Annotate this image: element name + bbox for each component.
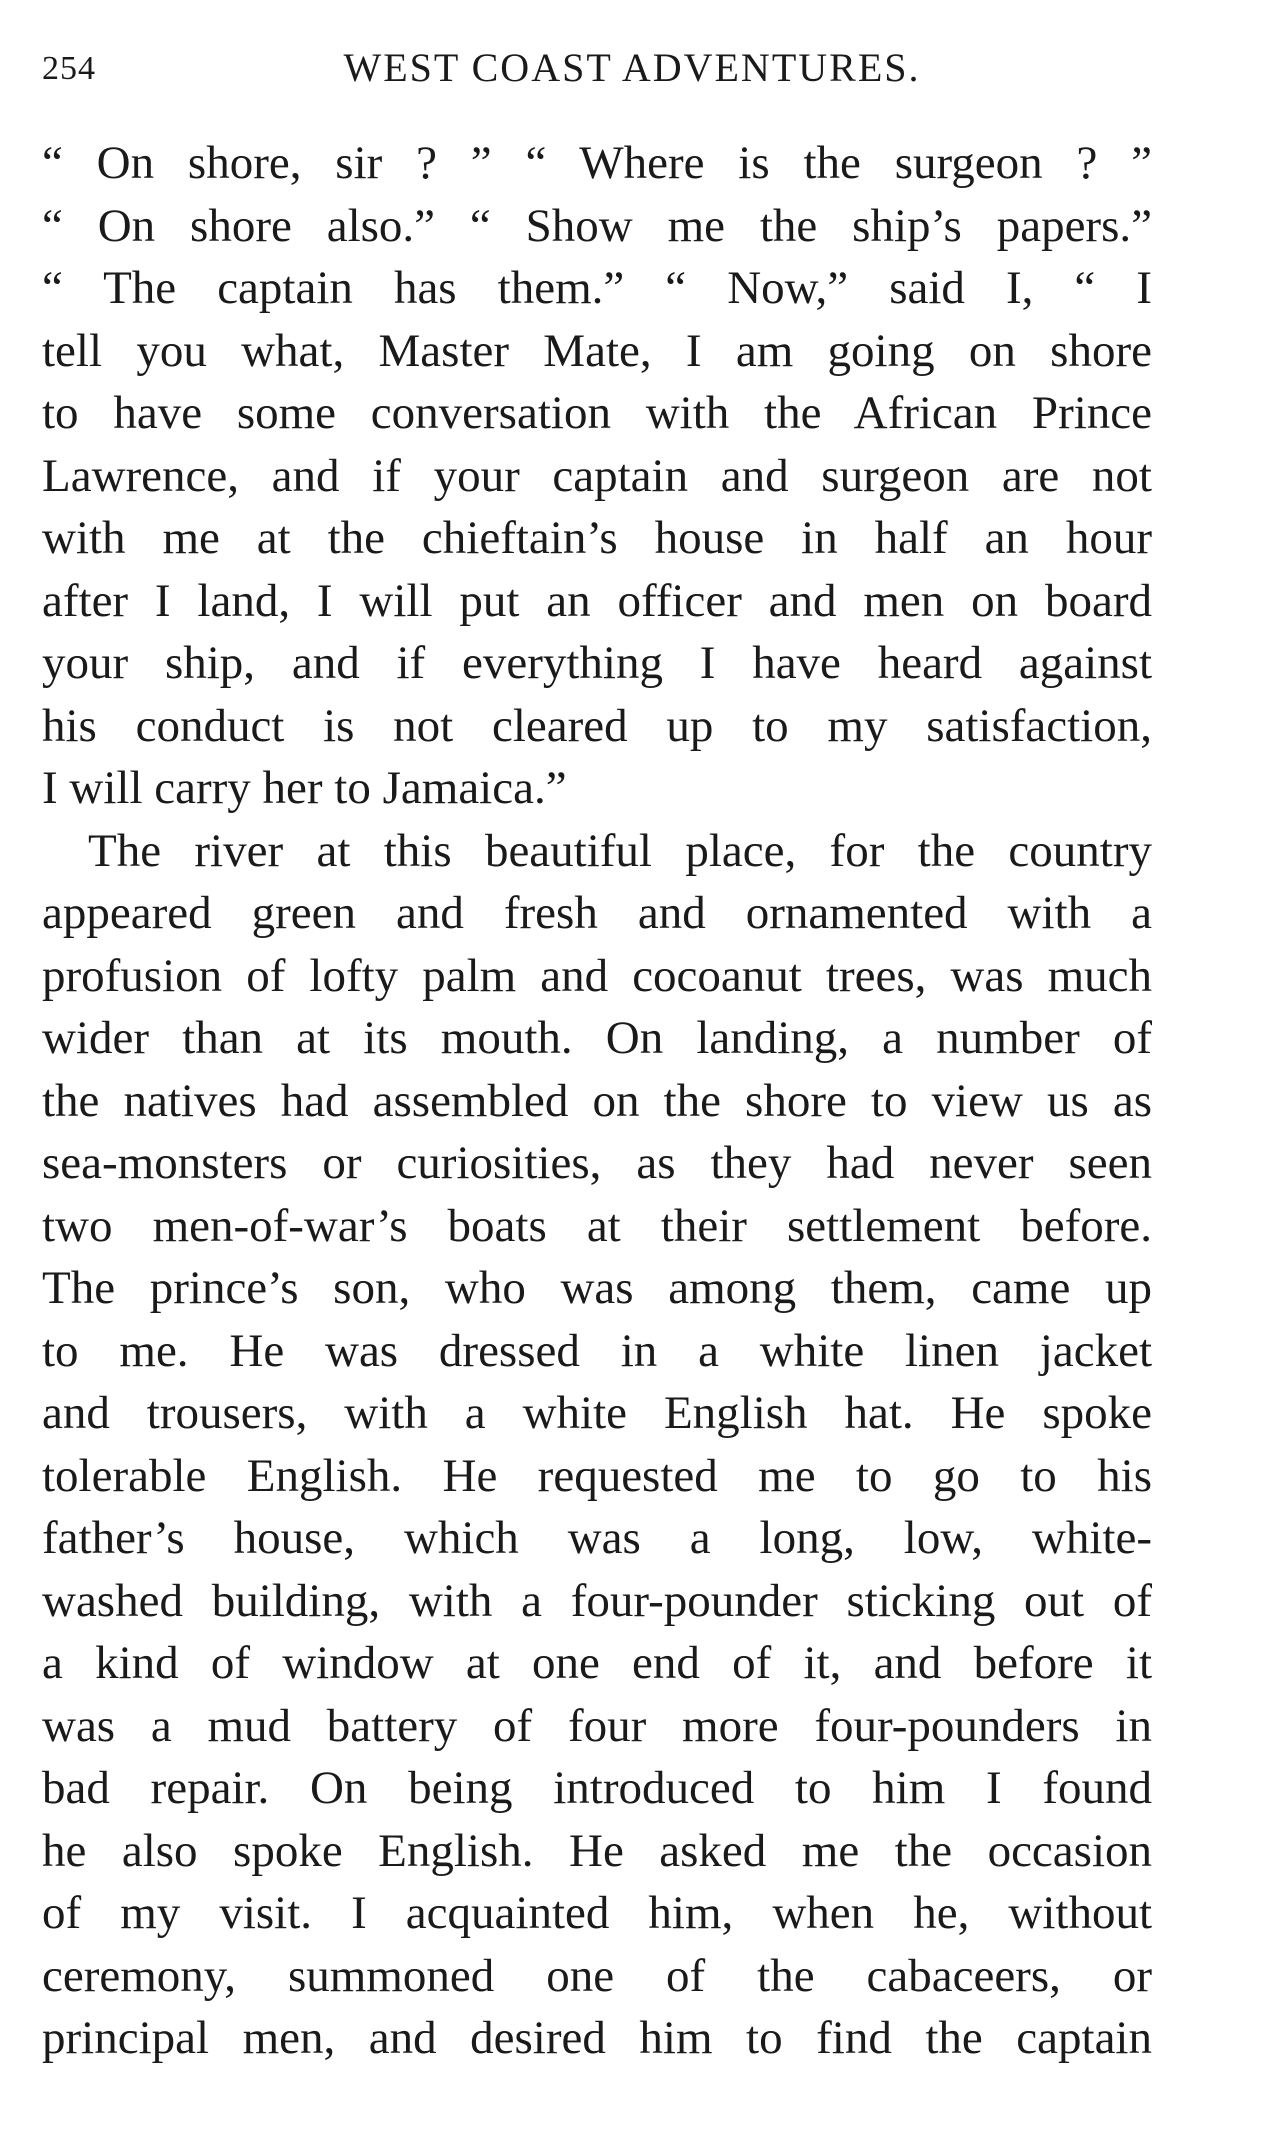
text-line: he also spoke English. He asked me the occasion xyxy=(42,1824,1152,1877)
text-line: tell you what, Master Mate, I am going on shore xyxy=(42,324,1152,377)
paragraph-dialogue xyxy=(42,132,1152,820)
text-line: his conduct is not cleared up to my satisfaction, xyxy=(42,699,1152,752)
text-line: wider than at its mouth. On landing, a number of xyxy=(42,1012,1152,1064)
text-line: and trousers, with a white English hat. He spoke xyxy=(42,1387,1152,1439)
text-line: “ On shore also.” “ Show me the ship’s papers.” xyxy=(42,199,1152,252)
text-line: principal men, and desired him to find the captain xyxy=(42,2012,1152,2064)
running-head xyxy=(42,44,1152,104)
page-number: 254 xyxy=(42,50,96,87)
text-line: appeared green and fresh and ornamented with a xyxy=(42,887,1152,939)
text-line: ceremony, summoned one of the cabaceers, or xyxy=(42,1949,1152,2002)
text-line: tolerable English. He requested me to go to his xyxy=(42,1449,1152,1502)
text-line: was a mud battery of four more four-pounders in xyxy=(42,1699,1152,1752)
paragraph-river xyxy=(42,820,1152,2070)
text-line: washed building, with a four-pounder sticking out of xyxy=(42,1574,1152,1627)
text-line: a kind of window at one end of it, and before it xyxy=(42,1637,1152,1689)
running-title: WEST COAST ADVENTURES. xyxy=(343,45,921,90)
text-line: after I land, I will put an officer and men on board xyxy=(42,574,1152,627)
text-line: Lawrence, and if your captain and surgeon are not xyxy=(42,449,1152,502)
text-line: The river at this beautiful place, for the country xyxy=(88,824,1152,877)
book-page xyxy=(42,0,1152,2132)
text-line: of my visit. I acquainted him, when he, without xyxy=(42,1887,1152,1939)
text-line: sea-monsters or curiosities, as they had never seen xyxy=(42,1137,1152,1189)
text-line: with me at the chieftain’s house in half an hour xyxy=(42,512,1152,564)
text-line: to me. He was dressed in a white linen jacket xyxy=(42,1324,1152,1377)
text-line: “ On shore, sir ? ” “ Where is the surgeon ? ” xyxy=(42,137,1152,189)
text-line: to have some conversation with the African Prince xyxy=(42,387,1152,439)
text-line: bad repair. On being introduced to him I found xyxy=(42,1762,1152,1814)
text-line: the natives had assembled on the shore to view us as xyxy=(42,1074,1152,1127)
body-text xyxy=(42,132,1152,2070)
text-line: I will carry her to Jamaica.” xyxy=(42,762,567,814)
text-line: father’s house, which was a long, low, white- xyxy=(42,1512,1152,1564)
text-line: your ship, and if everything I have heard against xyxy=(42,637,1152,689)
text-line: The prince’s son, who was among them, came up xyxy=(42,1262,1152,1314)
text-line: “ The captain has them.” “ Now,” said I, “ I xyxy=(42,262,1152,314)
text-line: profusion of lofty palm and cocoanut trees, was much xyxy=(42,949,1152,1002)
text-line: two men-of-war’s boats at their settlement before. xyxy=(42,1199,1152,1252)
